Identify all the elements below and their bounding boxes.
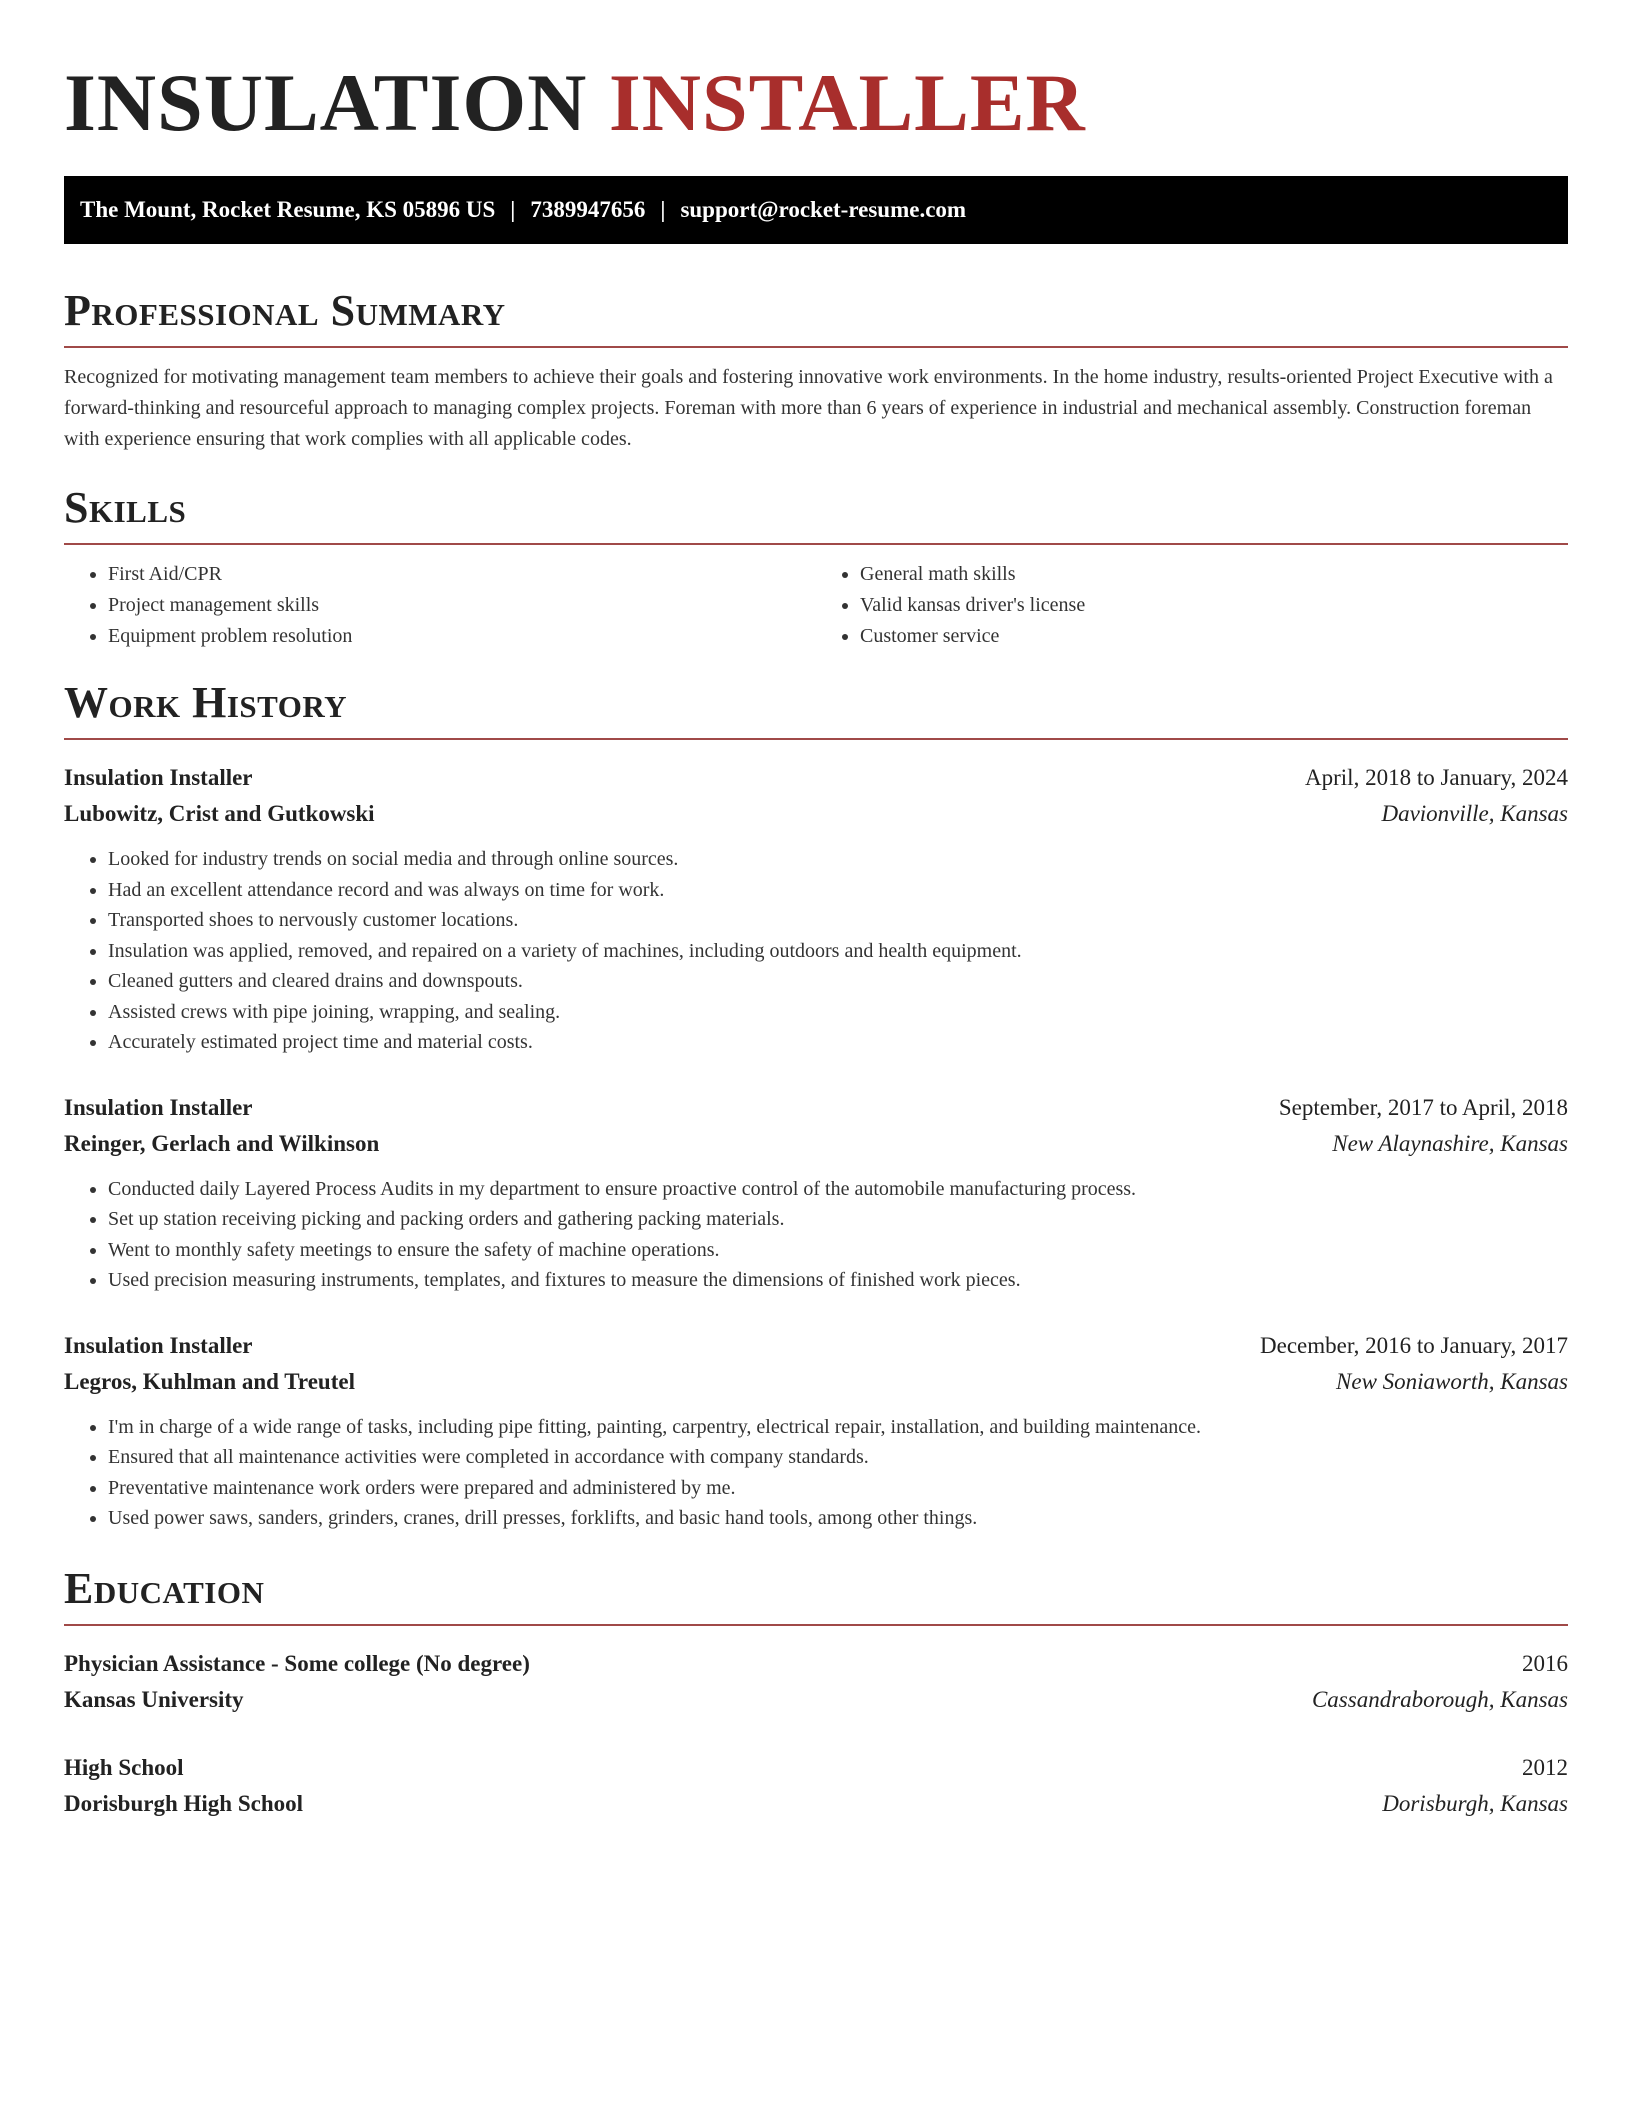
job-bullet: • Cleaned gutters and cleared drains and downspouts. — [108, 966, 1568, 997]
job-bullet: • Insulation was applied, removed, and repaired on a variety of machines, including outdoors and health equipment. — [108, 936, 1568, 967]
job-bullet: • Set up station receiving picking and packing orders and gathering packing materials. — [108, 1204, 1568, 1235]
job-location: New Alaynashire, Kansas — [1332, 1130, 1568, 1156]
education-school-row — [64, 1682, 1568, 1718]
job-bullet: • Preventative maintenance work orders were prepared and administered by me. — [108, 1473, 1568, 1504]
job-bullets — [64, 1412, 1568, 1534]
job-bullet: • Used power saws, sanders, grinders, cranes, drill presses, forklifts, and basic hand tools, among other things. — [108, 1503, 1568, 1534]
job-company: Reinger, Gerlach and Wilkinson — [64, 1130, 380, 1156]
education-year: 2016 — [1522, 1650, 1568, 1676]
education-year: 2012 — [1522, 1754, 1568, 1780]
education-entry — [64, 1646, 1568, 1718]
education-degree: Physician Assistance - Some college (No degree) — [64, 1650, 530, 1676]
work-history-heading: Work History — [64, 678, 1568, 740]
job-bullet: • Assisted crews with pipe joining, wrapping, and sealing. — [108, 997, 1568, 1028]
job-dates: April, 2018 to January, 2024 — [1305, 765, 1568, 790]
education-location: Cassandraborough, Kansas — [1311, 1686, 1568, 1712]
skill-item: • First Aid/CPR — [108, 559, 816, 590]
job-bullet: • Had an excellent attendance record and was always on time for work. — [108, 875, 1568, 906]
contact-address: The Mount, Rocket Resume, KS 05896 US — [80, 197, 496, 222]
job-bullets — [64, 1174, 1568, 1296]
resume-name — [64, 0, 1568, 148]
job-entry — [64, 1090, 1568, 1296]
skills-grid — [64, 559, 1568, 652]
skills-list-right — [816, 559, 1568, 652]
education-header-row — [64, 1646, 1568, 1682]
contact-separator: | — [660, 197, 666, 222]
job-location: New Soniaworth, Kansas — [1336, 1368, 1568, 1394]
job-dates: September, 2017 to April, 2018 — [1278, 1094, 1568, 1120]
job-company-row — [64, 1364, 1568, 1400]
job-bullet: • Used precision measuring instruments, templates, and fixtures to measure the dimensions of finished work pieces. — [108, 1265, 1568, 1296]
job-company: Legros, Kuhlman and Treutel — [64, 1368, 355, 1394]
job-company: Lubowitz, Crist and Gutkowski — [64, 801, 375, 826]
education-school: Kansas University — [64, 1686, 244, 1712]
job-bullet: • Ensured that all maintenance activities were completed in accordance with company standards. — [108, 1442, 1568, 1473]
contact-bar — [64, 176, 1568, 244]
skills-list-left — [64, 559, 816, 652]
job-bullet: • Conducted daily Layered Process Audits in my department to ensure proactive control of the automobile manufacturing process. — [108, 1174, 1568, 1205]
education-location: Dorisburgh, Kansas — [1382, 1790, 1568, 1816]
job-role: Insulation Installer — [64, 1332, 253, 1358]
job-role: Insulation Installer — [64, 765, 253, 790]
summary-text: Recognized for motivating management team members to achieve their goals and fostering innovative work environments. In the home industry, results-oriented Project Executive with a forward-thinking and resourceful approach to managing complex projects. Foreman with more than 6 years of experience in industrial and mechanical assembly. Construction foreman with experience ensuring that work complies with all applicable codes. — [64, 366, 1553, 450]
job-header-row — [64, 760, 1568, 796]
job-company-row — [64, 796, 1568, 832]
skill-item: • Equipment problem resolution — [108, 621, 816, 652]
job-location: Davionville, Kansas — [1381, 801, 1568, 826]
job-header-row — [64, 1090, 1568, 1126]
name-first: INSULATION — [64, 57, 588, 148]
skill-item: • Valid kansas driver's license — [860, 590, 1568, 621]
summary-heading: Professional Summary — [64, 286, 1568, 348]
job-header-row — [64, 1328, 1568, 1364]
contact-separator: | — [510, 197, 516, 222]
education-heading: Education — [64, 1564, 1568, 1626]
job-entry — [64, 760, 1568, 1058]
job-dates: December, 2016 to January, 2017 — [1260, 1332, 1568, 1358]
job-bullet: • Went to monthly safety meetings to ensure the safety of machine operations. — [108, 1235, 1568, 1266]
education-degree: High School — [64, 1754, 184, 1780]
job-bullet: • Looked for industry trends on social media and through online sources. — [108, 844, 1568, 875]
job-entry — [64, 1328, 1568, 1534]
name-last: INSTALLER — [608, 57, 1086, 148]
job-bullets — [64, 844, 1568, 1058]
skills-heading: Skills — [64, 483, 1568, 545]
education-school-row — [64, 1786, 1568, 1822]
skill-item: • Project management skills — [108, 590, 816, 621]
education-header-row — [64, 1750, 1568, 1786]
job-bullet: • Transported shoes to nervously customer locations. — [108, 905, 1568, 936]
education-entry — [64, 1750, 1568, 1822]
job-role: Insulation Installer — [64, 1094, 253, 1120]
skill-item: • Customer service — [860, 621, 1568, 652]
contact-email: support@rocket-resume.com — [680, 197, 967, 222]
skill-item: • General math skills — [860, 559, 1568, 590]
job-company-row — [64, 1126, 1568, 1162]
contact-phone: 7389947656 — [530, 197, 646, 222]
job-bullet: • I'm in charge of a wide range of tasks, including pipe fitting, painting, carpentry, electrical repair, installation, and building maintenance. — [108, 1412, 1568, 1443]
education-school: Dorisburgh High School — [64, 1790, 303, 1816]
job-bullet: • Accurately estimated project time and material costs. — [108, 1027, 1568, 1058]
